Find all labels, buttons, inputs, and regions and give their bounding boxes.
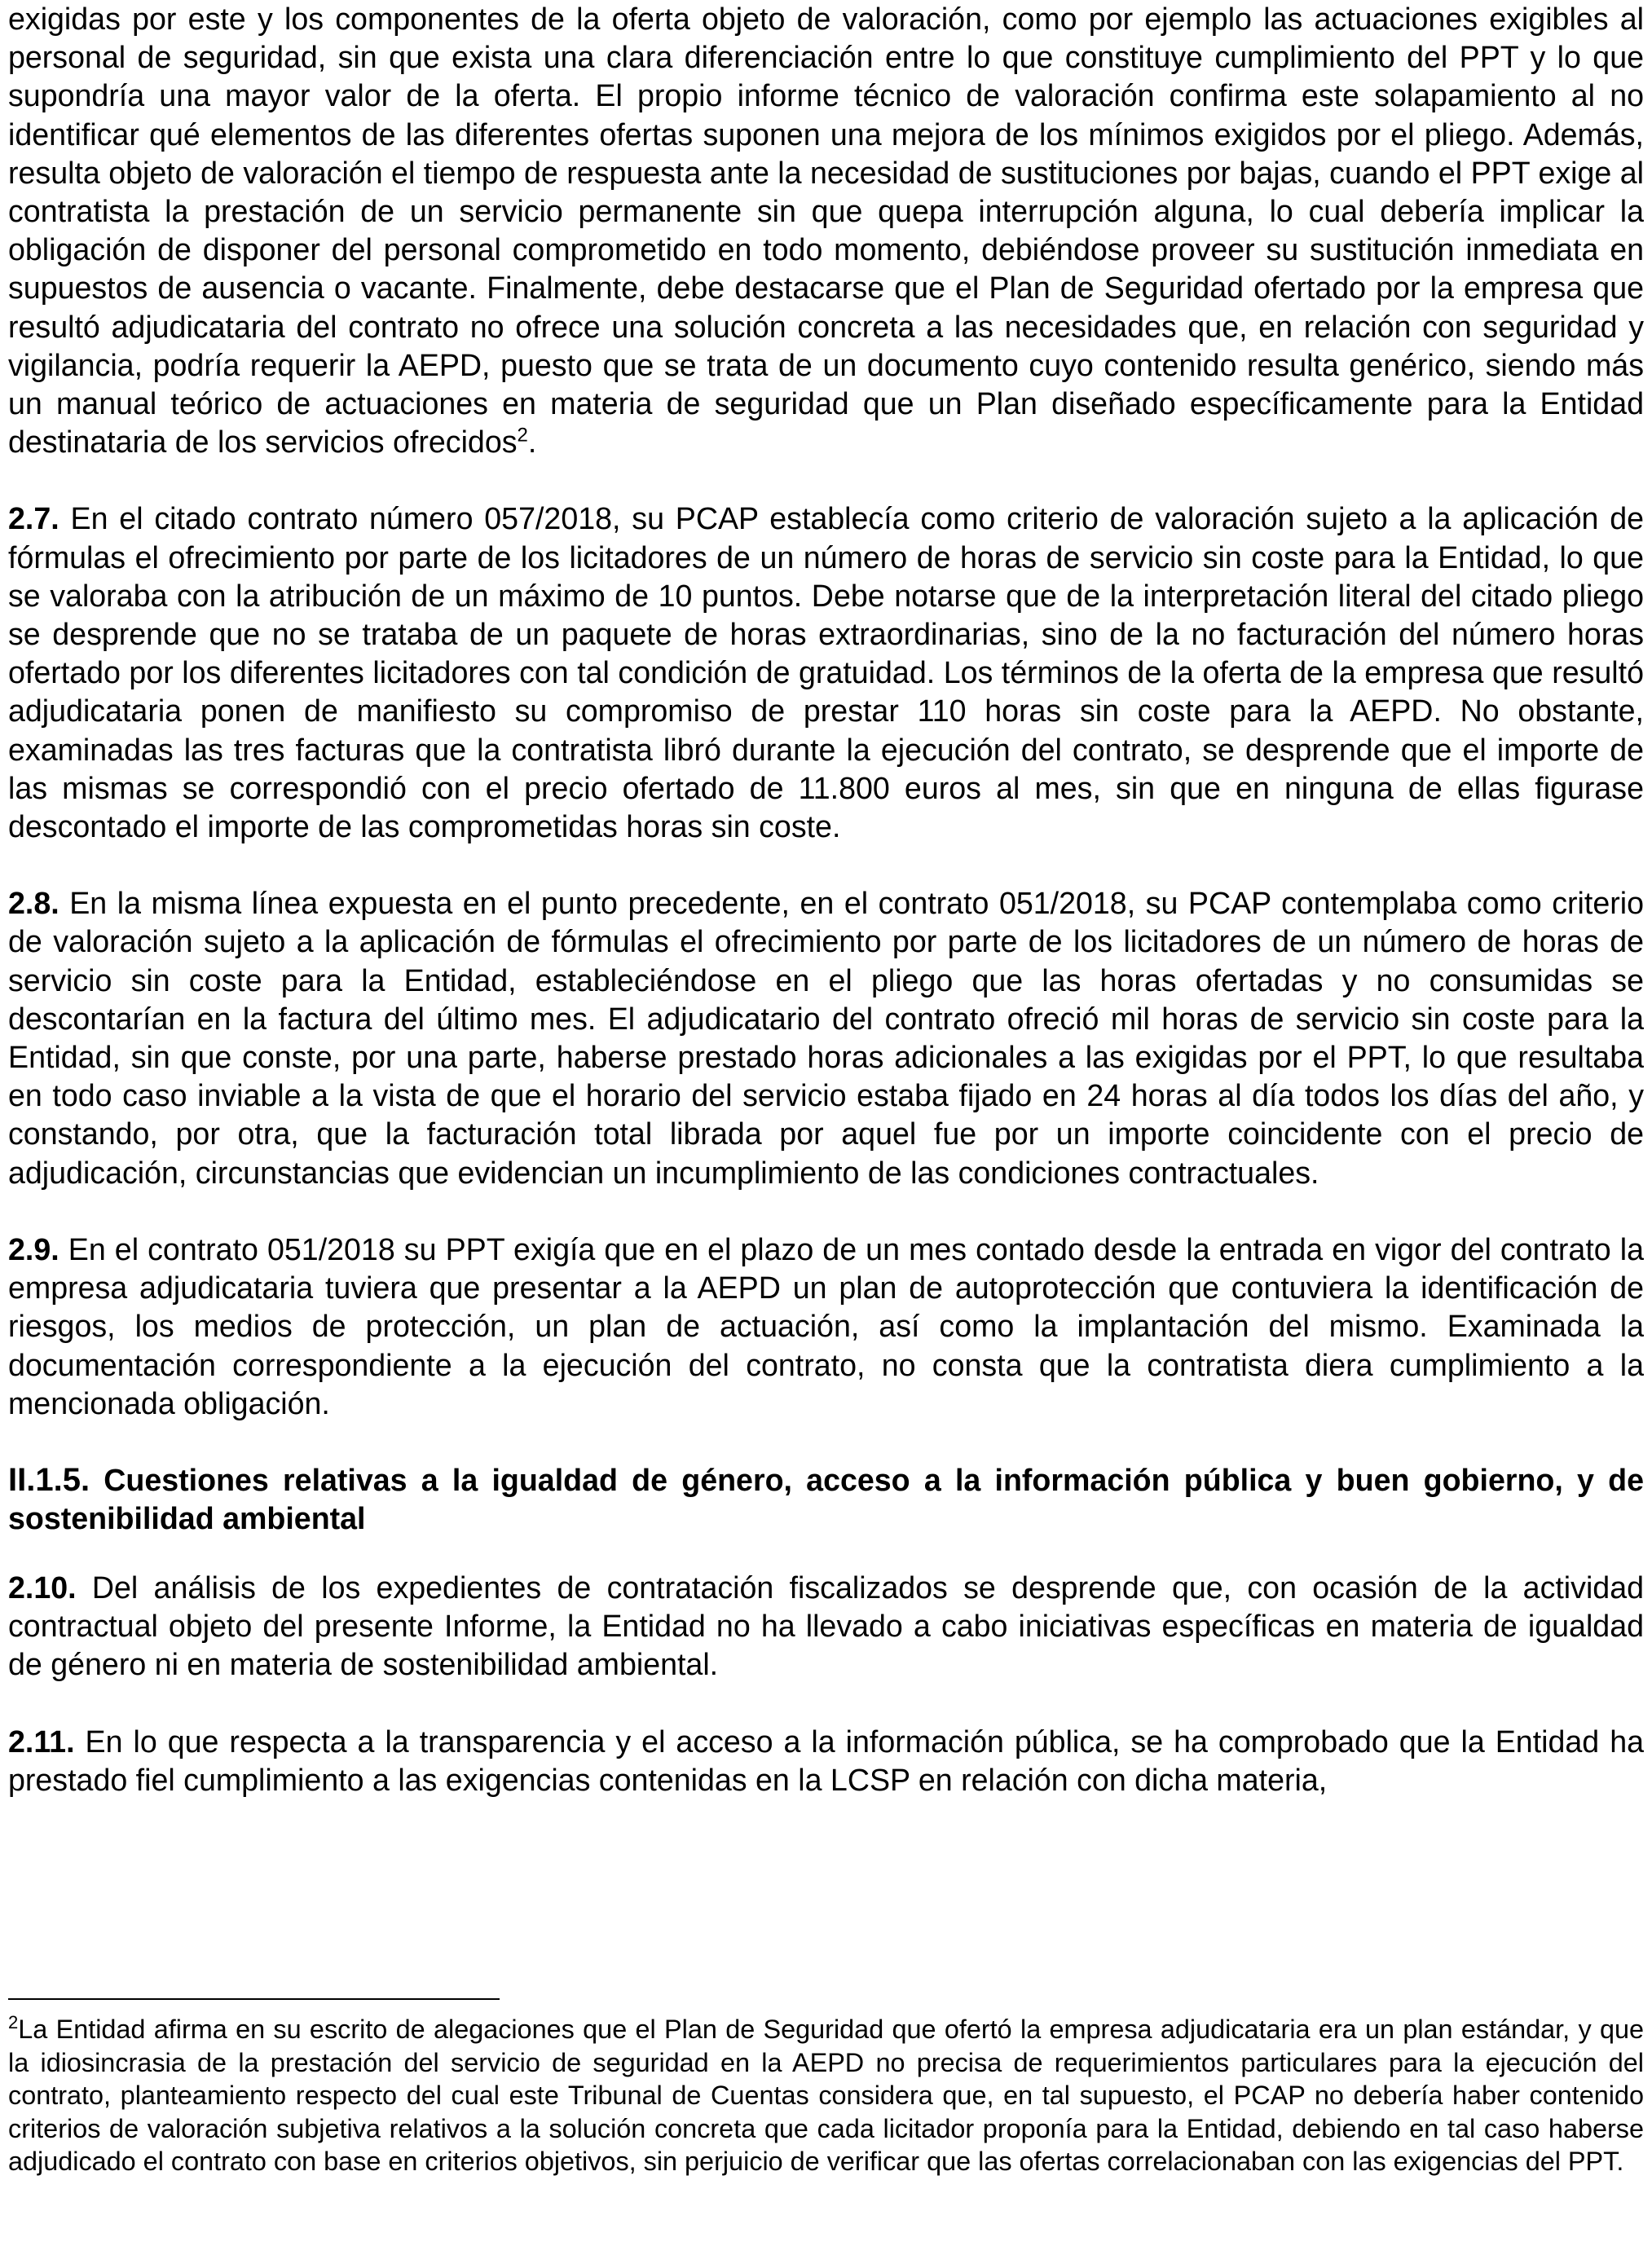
paragraph-text: exigidas por este y los componentes de la oferta objeto de valoración, como por ejemplo las actuaciones exigibles al personal de seguridad, sin que exista una clara diferenciación entre lo que constituye cumplimiento del PPT y lo que supondría una mayor valor de la oferta. El propio informe técnico de valoración confirma este solapamiento al no identificar qué elementos de las diferentes ofertas suponen una mejora de los mínimos exigidos por el pliego. Además, resulta objeto de valoración el tiempo de respuesta ante la necesidad de sustituciones por bajas, cuando el PPT exige al contratista la prestación de un servicio permanente sin que quepa interrupción alguna, lo cual debería implicar la obligación de disponer del personal comprometido en todo momento, debiéndose proveer su sustitución inmediata en supuestos de ausencia o vacante. Finalmente, debe destacarse que el Plan de Seguridad ofertado por la empresa que resultó adjudicataria del contrato no ofrece una solución concreta a las necesidades que, en relación con seguridad y vigilancia, podría requerir la AEPD, puesto que se trata de un documento cuyo contenido resulta genérico, siendo más un manual teórico de actuaciones en materia de seguridad que un Plan diseñado específicamente para la Entidad destinataria de los servicios ofrecidos [8, 2, 1644, 460]
paragraph-number: 2.10. [8, 1570, 77, 1605]
section-heading [8, 1461, 1644, 1538]
paragraph-2-10 [8, 1569, 1644, 1684]
paragraph-text: En el contrato 051/2018 su PPT exigía que en el plazo de un mes contado desde la entrada en vigor del contrato la empresa adjudicataria tuviera que presentar a la AEPD un plan de autoprotección que contuviera la identificación de riesgos, los medios de protección, un plan de actuación, así como la implantación del mismo. Examinada la documentación correspondiente a la ejecución del contrato, no consta que la contratista diera cumplimiento a la mencionada obligación. [8, 1231, 1644, 1420]
paragraph-number: 2.8. [8, 886, 59, 921]
footnote-separator [8, 1998, 500, 2000]
paragraph-number: 2.7. [8, 501, 59, 536]
paragraph-number: 2.9. [8, 1231, 59, 1266]
paragraph-2-8 [8, 884, 1644, 1192]
paragraph-2-9 [8, 1231, 1644, 1423]
paragraph-tail: . [527, 425, 537, 460]
paragraph-2-11 [8, 1723, 1644, 1799]
paragraph-2-7 [8, 500, 1644, 846]
footnote-reference[interactable]: 2 [517, 424, 528, 447]
document-page [8, 0, 1644, 1799]
paragraph-text: Del análisis de los expedientes de contratación fiscalizados se desprende que, con ocasión de la actividad contractual objeto del presente Informe, la Entidad no ha llevado a cabo iniciativas específicas en materia de igualdad de género ni en materia de sostenibilidad ambiental. [8, 1570, 1644, 1682]
paragraph-text: En el citado contrato número 057/2018, su PCAP establecía como criterio de valoración sujeto a la aplicación de fórmulas el ofrecimiento por parte de los licitadores de un número de horas de servicio sin coste para la Entidad, lo que se valoraba con la atribución de un máximo de 10 puntos. Debe notarse que de la interpretación literal del citado pliego se desprende que no se trataba de un paquete de horas extraordinarias, sino de la no facturación del número horas ofertado por los diferentes licitadores con tal condición de gratuidad. Los términos de la oferta de la empresa que resultó adjudicataria ponen de manifiesto su compromiso de prestar 110 horas sin coste para la AEPD. No obstante, examinadas las tres facturas que la contratista libró durante la ejecución del contrato, se desprende que el importe de las mismas se correspondió con el precio ofertado de 11.800 euros al mes, sin que en ninguna de ellas figurase descontado el importe de las comprometidas horas sin coste. [8, 501, 1644, 844]
paragraph-continuation [8, 0, 1644, 461]
paragraph-text: En la misma línea expuesta en el punto precedente, en el contrato 051/2018, su PCAP contemplaba como criterio de valoración sujeto a la aplicación de fórmulas el ofrecimiento por parte de los licitadores de un número de horas de servicio sin coste para la Entidad, estableciéndose en el pliego que las horas ofertadas y no consumidas se descontarían en la factura del último mes. El adjudicatario del contrato ofreció mil horas de servicio sin coste para la Entidad, sin que conste, por una parte, haberse prestado horas adicionales a las exigidas por el PPT, lo que resultaba en todo caso inviable a la vista de que el horario del servicio estaba fijado en 24 horas al día todos los días del año, y constando, por otra, que la facturación total librada por aquel fue por un importe coincidente con el precio de adjudicación, circunstancias que evidencian un incumplimiento de las condiciones contractuales. [8, 886, 1644, 1190]
section-title: Cuestiones relativas a la igualdad de género, acceso a la información pública y buen gobierno, y de sostenibilidad ambiental [8, 1462, 1644, 1536]
paragraph-text: En lo que respecta a la transparencia y el acceso a la información pública, se ha comprobado que la Entidad ha prestado fiel cumplimiento a las exigencias contenidas en la LCSP en relación con dicha materia, [8, 1724, 1644, 1797]
footnote-text: La Entidad afirma en su escrito de alegaciones que el Plan de Seguridad que ofertó la empresa adjudicataria era un plan estándar, y que la idiosincrasia de la prestación del servicio de seguridad en la AEPD no precisa de requerimientos particulares para la ejecución del contrato, planteamiento respecto del cual este Tribunal de Cuentas considera que, en tal supuesto, el PCAP no debería haber contenido criterios de valoración subjetiva relativos a la solución concreta que cada licitador proponía para la Entidad, debiendo en tal caso haberse adjudicado el contrato con base en criterios objetivos, sin perjuicio de verificar que las ofertas correlacionaban con las exigencias del PPT. [8, 2015, 1644, 2176]
paragraph-number: 2.11. [8, 1724, 75, 1759]
footnote-marker: 2 [8, 2012, 19, 2033]
footnote [8, 2013, 1644, 2178]
section-number: II.1.5. [8, 1461, 90, 1498]
